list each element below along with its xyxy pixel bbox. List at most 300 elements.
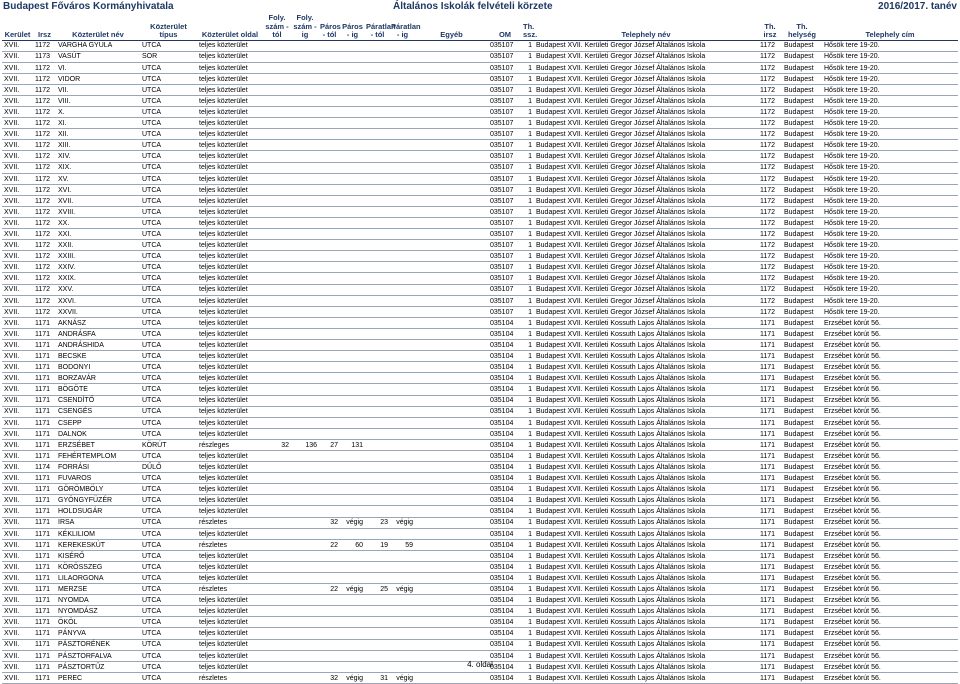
table-cell: XVII.: [2, 151, 33, 162]
table-cell: [390, 306, 415, 317]
table-cell: 22: [319, 584, 340, 595]
table-cell: [415, 62, 488, 73]
table-cell: XVII.: [2, 617, 33, 628]
table-cell: 1172: [33, 262, 56, 273]
table-cell: Erzsébet körút 56.: [822, 639, 958, 650]
table-cell: Hősök tere 19-20.: [822, 73, 958, 84]
table-cell: [319, 417, 340, 428]
table-cell: 1171: [33, 439, 56, 450]
table-cell: [365, 184, 390, 195]
table-cell: UTCA: [140, 395, 197, 406]
table-cell: 1172: [758, 218, 782, 229]
table-cell: Hősök tere 19-20.: [822, 229, 958, 240]
table-cell: 1: [522, 273, 534, 284]
table-cell: XVII.: [2, 351, 33, 362]
table-cell: 1: [522, 184, 534, 195]
table-cell: [340, 373, 365, 384]
table-cell: FUVAROS: [56, 473, 140, 484]
table-cell: [340, 362, 365, 373]
table-cell: XXV.: [56, 284, 140, 295]
table-cell: Budapest: [782, 539, 822, 550]
table-cell: 1: [522, 495, 534, 506]
table-cell: [263, 62, 291, 73]
table-cell: [390, 328, 415, 339]
table-cell: UTCA: [140, 173, 197, 184]
table-cell: Budapest: [782, 151, 822, 162]
table-row: [2, 206, 958, 217]
table-cell: UTCA: [140, 140, 197, 151]
table-cell: Budapest: [782, 251, 822, 262]
table-cell: [415, 273, 488, 284]
table-cell: XVII.: [2, 62, 33, 73]
table-cell: teljes közterület: [197, 595, 263, 606]
table-cell: [340, 462, 365, 473]
table-cell: 1: [522, 84, 534, 95]
table-cell: [415, 362, 488, 373]
table-cell: teljes közterület: [197, 206, 263, 217]
table-cell: Erzsébet körút 56.: [822, 584, 958, 595]
table-cell: [365, 84, 390, 95]
table-cell: [291, 484, 319, 495]
page-number: 4. oldal: [467, 660, 493, 669]
table-cell: [365, 351, 390, 362]
table-cell: [319, 195, 340, 206]
table-cell: teljes közterület: [197, 140, 263, 151]
table-cell: 1: [522, 628, 534, 639]
table-cell: 1171: [758, 462, 782, 473]
table-cell: [340, 107, 365, 118]
table-cell: [263, 573, 291, 584]
table-cell: teljes közterület: [197, 229, 263, 240]
table-row: [2, 517, 958, 528]
table-cell: [415, 584, 488, 595]
table-cell: UTCA: [140, 84, 197, 95]
table-cell: 1173: [33, 51, 56, 62]
table-cell: [390, 351, 415, 362]
table-cell: Budapest: [782, 506, 822, 517]
table-cell: XVII.: [2, 51, 33, 62]
table-cell: [319, 506, 340, 517]
table-cell: [319, 51, 340, 62]
page-header: [0, 0, 960, 14]
table-cell: Erzsébet körút 56.: [822, 573, 958, 584]
table-cell: [319, 151, 340, 162]
table-row: [2, 40, 958, 51]
table-cell: [319, 240, 340, 251]
table-cell: Budapest: [782, 273, 822, 284]
table-row: [2, 351, 958, 362]
table-cell: [263, 550, 291, 561]
table-cell: [291, 584, 319, 595]
table-cell: [340, 229, 365, 240]
table-row: [2, 62, 958, 73]
table-cell: [365, 439, 390, 450]
table-cell: [263, 328, 291, 339]
table-cell: X.: [56, 107, 140, 118]
table-cell: [340, 140, 365, 151]
table-cell: [291, 84, 319, 95]
table-cell: teljes közterület: [197, 351, 263, 362]
table-cell: Budapest: [782, 561, 822, 572]
table-cell: végig: [390, 584, 415, 595]
table-cell: [340, 317, 365, 328]
table-cell: 1171: [33, 528, 56, 539]
table-cell: teljes közterület: [197, 462, 263, 473]
table-cell: 035104: [488, 450, 522, 461]
table-cell: [365, 262, 390, 273]
table-cell: [365, 218, 390, 229]
table-cell: [263, 628, 291, 639]
table-cell: [365, 428, 390, 439]
table-cell: Budapest XVII. Kerületi Gregor József Általános Iskola: [534, 295, 758, 306]
table-cell: Budapest XVII. Kerületi Gregor József Általános Iskola: [534, 140, 758, 151]
table-cell: UTCA: [140, 384, 197, 395]
table-cell: 035107: [488, 184, 522, 195]
table-cell: NYOMDÁSZ: [56, 606, 140, 617]
table-cell: [365, 473, 390, 484]
table-cell: [415, 628, 488, 639]
table-cell: VARGHA GYULA: [56, 40, 140, 51]
table-cell: [340, 173, 365, 184]
table-cell: [319, 284, 340, 295]
table-cell: [263, 184, 291, 195]
table-row: [2, 151, 958, 162]
table-cell: 1171: [758, 351, 782, 362]
table-cell: [390, 206, 415, 217]
table-cell: [390, 595, 415, 606]
table-cell: Budapest: [782, 195, 822, 206]
table-cell: XVII.: [2, 118, 33, 129]
table-cell: Budapest XVII. Kerületi Kossuth Lajos Általános Iskola: [534, 362, 758, 373]
table-cell: 1171: [758, 628, 782, 639]
table-cell: 035107: [488, 107, 522, 118]
table-cell: [415, 439, 488, 450]
table-cell: XVII.: [2, 40, 33, 51]
table-cell: Erzsébet körút 56.: [822, 606, 958, 617]
table-cell: [263, 528, 291, 539]
table-cell: teljes közterület: [197, 240, 263, 251]
table-cell: 1: [522, 306, 534, 317]
table-cell: 1: [522, 95, 534, 106]
table-cell: [319, 450, 340, 461]
table-cell: részletes: [197, 539, 263, 550]
table-cell: 1172: [758, 195, 782, 206]
table-cell: UTCA: [140, 340, 197, 351]
table-row: [2, 439, 958, 450]
table-cell: Hősök tere 19-20.: [822, 206, 958, 217]
table-cell: [340, 284, 365, 295]
table-cell: 035107: [488, 284, 522, 295]
table-cell: [291, 362, 319, 373]
table-cell: 1: [522, 62, 534, 73]
table-row: [2, 95, 958, 106]
table-cell: [390, 40, 415, 51]
table-cell: 1172: [33, 251, 56, 262]
table-cell: Erzsébet körút 56.: [822, 362, 958, 373]
table-cell: 60: [340, 539, 365, 550]
table-cell: Budapest: [782, 450, 822, 461]
table-cell: [390, 84, 415, 95]
table-cell: 1171: [758, 395, 782, 406]
column-header: Közterület név: [56, 14, 140, 40]
table-cell: 1171: [758, 595, 782, 606]
table-cell: 1171: [33, 395, 56, 406]
table-cell: [263, 395, 291, 406]
table-row: [2, 628, 958, 639]
table-cell: teljes közterület: [197, 362, 263, 373]
table-cell: 1171: [33, 417, 56, 428]
table-row: [2, 539, 958, 550]
table-row: [2, 73, 958, 84]
table-cell: Erzsébet körút 56.: [822, 373, 958, 384]
table-cell: 1171: [758, 484, 782, 495]
table-cell: XVII.: [2, 340, 33, 351]
table-cell: [365, 495, 390, 506]
table-cell: [390, 218, 415, 229]
table-cell: 1171: [33, 328, 56, 339]
table-cell: [319, 273, 340, 284]
table-cell: [319, 218, 340, 229]
table-cell: 1: [522, 229, 534, 240]
table-cell: XVII.: [2, 517, 33, 528]
table-cell: [390, 340, 415, 351]
table-cell: teljes közterület: [197, 284, 263, 295]
table-cell: Budapest XVII. Kerületi Gregor József Általános Iskola: [534, 195, 758, 206]
table-cell: Erzsébet körút 56.: [822, 417, 958, 428]
table-cell: teljes közterület: [197, 162, 263, 173]
table-cell: Budapest XVII. Kerületi Kossuth Lajos Általános Iskola: [534, 484, 758, 495]
table-cell: [365, 51, 390, 62]
table-cell: UTCA: [140, 218, 197, 229]
table-cell: 1172: [758, 173, 782, 184]
table-cell: [365, 251, 390, 262]
table-cell: [340, 628, 365, 639]
school-year: 2016/2017. tanév: [878, 1, 957, 12]
table-cell: XVII.: [2, 317, 33, 328]
table-cell: [319, 107, 340, 118]
table-cell: [365, 229, 390, 240]
table-cell: 1172: [758, 262, 782, 273]
table-cell: részletes: [197, 672, 263, 683]
column-header: Páros - ig: [340, 14, 365, 40]
table-cell: XVII.: [2, 184, 33, 195]
table-cell: [291, 639, 319, 650]
table-cell: 1172: [33, 151, 56, 162]
table-cell: [415, 417, 488, 428]
table-cell: Budapest XVII. Kerületi Gregor József Általános Iskola: [534, 273, 758, 284]
table-cell: [390, 417, 415, 428]
table-cell: XVII.: [2, 162, 33, 173]
table-cell: [365, 573, 390, 584]
table-cell: VASÚT: [56, 51, 140, 62]
column-header: Kerület: [2, 14, 33, 40]
table-cell: 1174: [33, 462, 56, 473]
table-cell: Budapest XVII. Kerületi Kossuth Lajos Általános Iskola: [534, 617, 758, 628]
table-cell: 035107: [488, 273, 522, 284]
table-cell: [390, 162, 415, 173]
table-cell: [390, 406, 415, 417]
table-cell: [319, 462, 340, 473]
table-cell: XVII.: [2, 484, 33, 495]
table-cell: Hősök tere 19-20.: [822, 173, 958, 184]
table-cell: [263, 584, 291, 595]
column-header: Th. helység: [782, 14, 822, 40]
table-cell: XVII.: [2, 129, 33, 140]
table-row: [2, 362, 958, 373]
table-cell: XVI.: [56, 184, 140, 195]
table-cell: [291, 118, 319, 129]
table-cell: 1172: [758, 273, 782, 284]
table-cell: [415, 84, 488, 95]
table-cell: [415, 162, 488, 173]
table-cell: UTCA: [140, 573, 197, 584]
table-cell: XXIII.: [56, 251, 140, 262]
table-cell: [319, 306, 340, 317]
table-cell: [390, 118, 415, 129]
table-cell: Budapest: [782, 550, 822, 561]
table-cell: [415, 340, 488, 351]
table-cell: Hősök tere 19-20.: [822, 140, 958, 151]
table-cell: [415, 251, 488, 262]
table-cell: 1: [522, 573, 534, 584]
table-cell: XVII.: [2, 639, 33, 650]
table-cell: [390, 262, 415, 273]
table-cell: XVII.: [2, 273, 33, 284]
table-cell: [365, 395, 390, 406]
table-cell: 1172: [758, 184, 782, 195]
table-cell: [291, 140, 319, 151]
table-cell: PÁSZTORFALVA: [56, 650, 140, 661]
table-cell: 1171: [758, 317, 782, 328]
table-cell: UTCA: [140, 317, 197, 328]
table-cell: 035107: [488, 251, 522, 262]
table-cell: Hősök tere 19-20.: [822, 84, 958, 95]
table-cell: MERZSE: [56, 584, 140, 595]
table-cell: 1171: [33, 639, 56, 650]
table-cell: Budapest XVII. Kerületi Gregor József Általános Iskola: [534, 173, 758, 184]
table-cell: 1171: [758, 661, 782, 672]
table-cell: Budapest: [782, 373, 822, 384]
table-cell: 1: [522, 173, 534, 184]
table-cell: [390, 273, 415, 284]
table-cell: GÖRÖMBÖLY: [56, 484, 140, 495]
column-header: Egyéb: [415, 14, 488, 40]
table-cell: 035104: [488, 561, 522, 572]
table-cell: 1: [522, 107, 534, 118]
table-cell: [263, 484, 291, 495]
table-cell: XVII.: [2, 550, 33, 561]
table-cell: Budapest XVII. Kerületi Kossuth Lajos Általános Iskola: [534, 340, 758, 351]
table-cell: 1171: [758, 384, 782, 395]
table-cell: Budapest XVII. Kerületi Gregor József Általános Iskola: [534, 73, 758, 84]
table-cell: 035104: [488, 539, 522, 550]
table-cell: 035107: [488, 195, 522, 206]
table-row: [2, 672, 958, 683]
table-cell: UTCA: [140, 284, 197, 295]
table-cell: teljes közterület: [197, 606, 263, 617]
table-cell: 1: [522, 595, 534, 606]
table-cell: [365, 595, 390, 606]
table-cell: [319, 428, 340, 439]
table-cell: [390, 240, 415, 251]
table-row: [2, 606, 958, 617]
table-cell: 1172: [758, 151, 782, 162]
table-row: [2, 484, 958, 495]
table-cell: [263, 195, 291, 206]
table-cell: részletes: [197, 517, 263, 528]
table-cell: [291, 550, 319, 561]
table-cell: teljes közterület: [197, 306, 263, 317]
table-cell: [291, 184, 319, 195]
table-cell: KÖRÚT: [140, 439, 197, 450]
table-cell: XVII.: [2, 661, 33, 672]
table-cell: [319, 473, 340, 484]
table-cell: Budapest: [782, 240, 822, 251]
table-cell: XVII.: [2, 284, 33, 295]
table-cell: végig: [390, 517, 415, 528]
table-cell: Budapest XVII. Kerületi Gregor József Általános Iskola: [534, 162, 758, 173]
table-cell: [340, 118, 365, 129]
table-cell: [415, 550, 488, 561]
table-cell: [263, 639, 291, 650]
table-cell: 1171: [33, 473, 56, 484]
table-cell: UTCA: [140, 195, 197, 206]
column-header: Th. ssz.: [522, 14, 534, 40]
table-cell: 035107: [488, 51, 522, 62]
table-cell: [365, 384, 390, 395]
table-cell: XVII.: [2, 173, 33, 184]
table-cell: UTCA: [140, 62, 197, 73]
table-cell: ERZSÉBET: [56, 439, 140, 450]
table-cell: [263, 140, 291, 151]
table-cell: [319, 206, 340, 217]
table-cell: XVII.: [2, 328, 33, 339]
table-cell: BÖGÖTE: [56, 384, 140, 395]
table-row: [2, 273, 958, 284]
table-cell: 035107: [488, 84, 522, 95]
table-cell: Erzsébet körút 56.: [822, 317, 958, 328]
table-cell: Budapest: [782, 229, 822, 240]
table-cell: 1: [522, 484, 534, 495]
table-cell: 1: [522, 550, 534, 561]
table-cell: Budapest XVII. Kerületi Gregor József Általános Iskola: [534, 107, 758, 118]
table-cell: Erzsébet körút 56.: [822, 617, 958, 628]
table-cell: 035104: [488, 584, 522, 595]
table-cell: teljes közterület: [197, 484, 263, 495]
table-cell: [415, 206, 488, 217]
table-cell: [291, 506, 319, 517]
column-header: Páratlan - tól: [365, 14, 390, 40]
table-cell: Hősök tere 19-20.: [822, 62, 958, 73]
table-cell: XVII.: [2, 218, 33, 229]
table-cell: Erzsébet körút 56.: [822, 428, 958, 439]
table-cell: [263, 561, 291, 572]
table-cell: [263, 84, 291, 95]
table-cell: [319, 73, 340, 84]
table-cell: [263, 362, 291, 373]
table-cell: Budapest XVII. Kerületi Kossuth Lajos Általános Iskola: [534, 450, 758, 461]
table-cell: [291, 251, 319, 262]
table-cell: XVII.: [2, 262, 33, 273]
table-cell: [291, 306, 319, 317]
table-row: [2, 284, 958, 295]
table-cell: 1171: [33, 373, 56, 384]
table-cell: [291, 40, 319, 51]
table-cell: [340, 306, 365, 317]
table-row: [2, 495, 958, 506]
table-cell: Budapest: [782, 262, 822, 273]
table-cell: [291, 206, 319, 217]
